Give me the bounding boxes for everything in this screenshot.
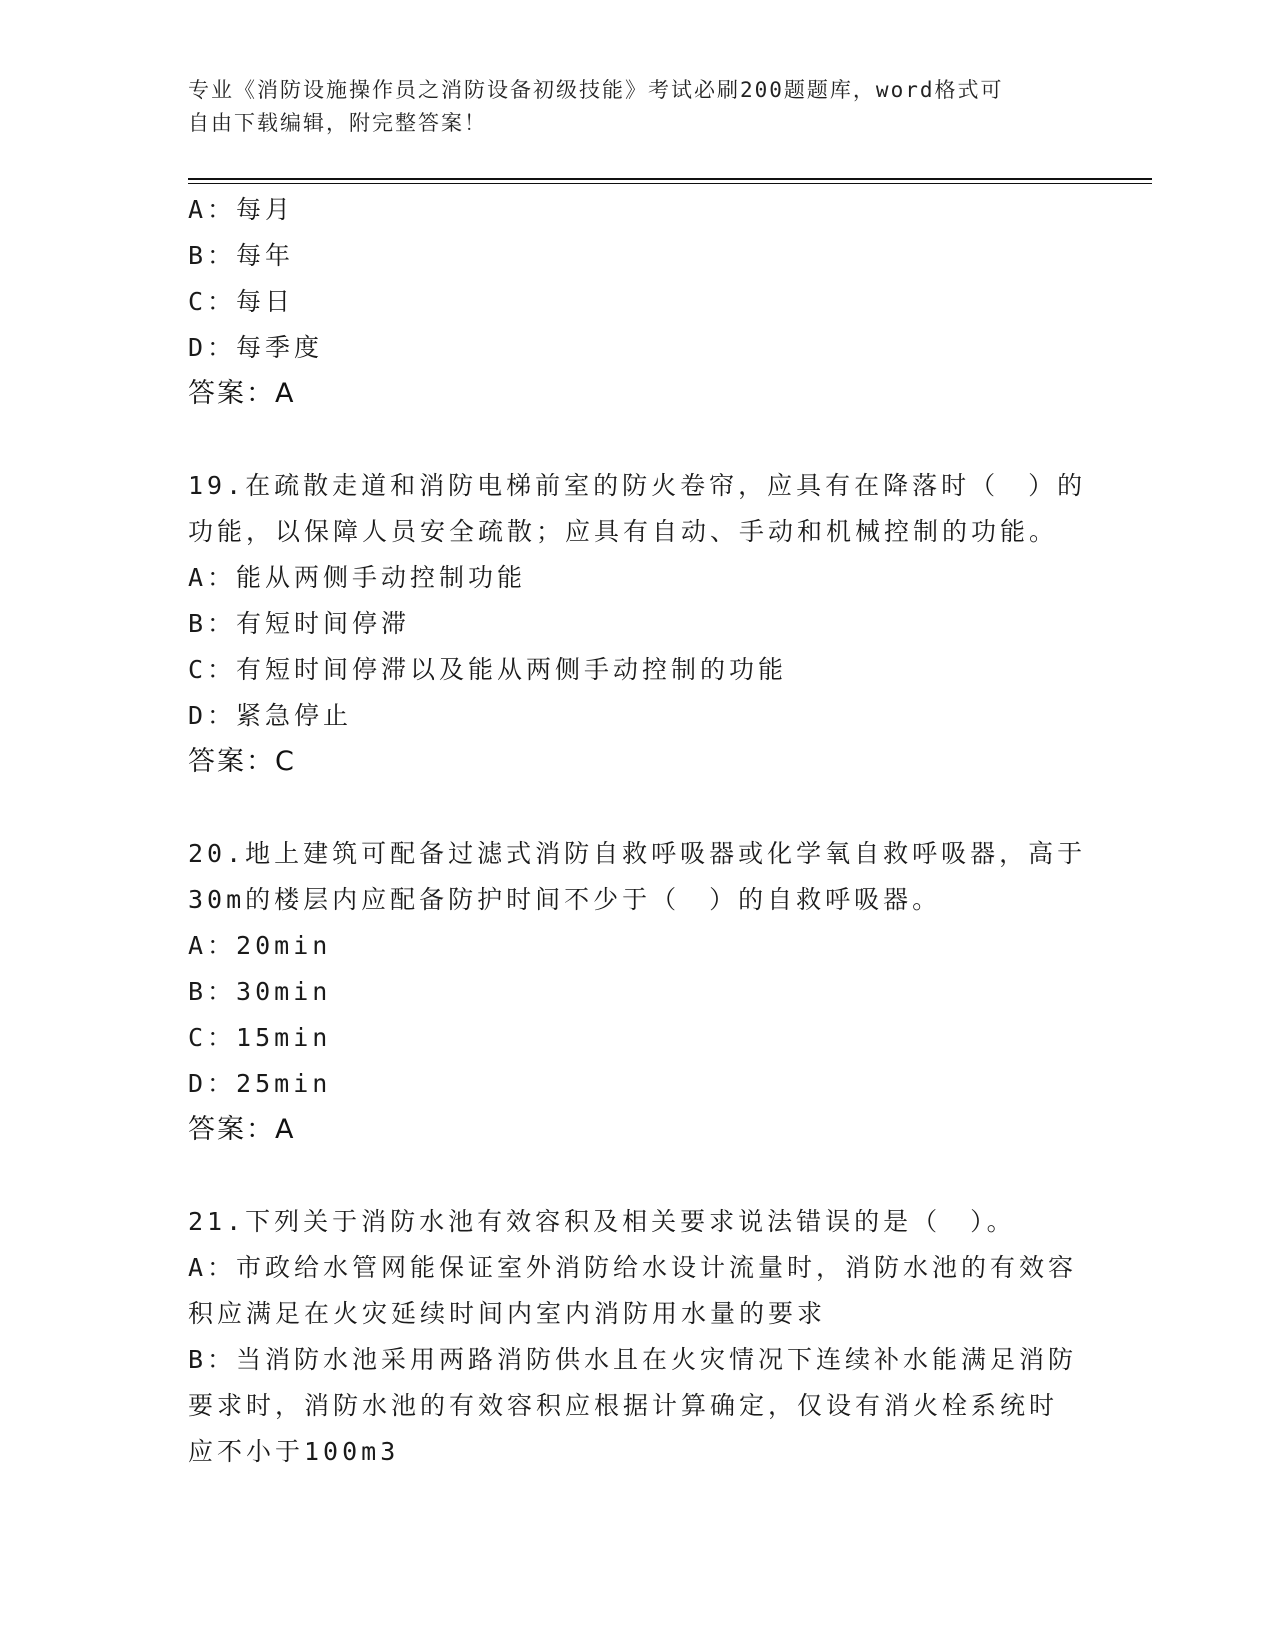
option-b-line: 应不小于100m3	[188, 1437, 400, 1466]
question-19	[188, 463, 1088, 785]
question-stem-line: 30m的楼层内应配备防护时间不少于（ ）的自救呼吸器。	[188, 885, 942, 914]
header-divider-thick	[188, 178, 1152, 180]
option-d: D：紧急停止	[188, 701, 353, 730]
header-divider-thin	[188, 183, 1152, 184]
answer-line: 答案：C	[188, 746, 296, 777]
answer-line: 答案：A	[188, 1114, 296, 1145]
option-b-line: B：当消防水池采用两路消防供水且在火灾情况下连续补水能满足消防	[188, 1345, 1078, 1374]
option-c: C：15min	[188, 1023, 332, 1052]
option-a: A：每月	[188, 195, 295, 224]
spacer	[188, 785, 1088, 831]
question-18-continued	[188, 187, 1088, 417]
option-a: A：20min	[188, 931, 332, 960]
option-b: B：有短时间停滞	[188, 609, 411, 638]
question-21	[188, 1199, 1088, 1475]
answer-line: 答案：A	[188, 378, 296, 409]
document-body	[188, 187, 1088, 1475]
option-d: D：每季度	[188, 333, 324, 362]
option-c: C：每日	[188, 287, 295, 316]
option-b-line: 要求时，消防水池的有效容积应根据计算确定，仅设有消火栓系统时	[188, 1391, 1059, 1420]
option-d: D：25min	[188, 1069, 332, 1098]
option-b: B：30min	[188, 977, 332, 1006]
option-b: B：每年	[188, 241, 295, 270]
document-header	[188, 74, 1068, 140]
question-stem-line: 21.下列关于消防水池有效容积及相关要求说法错误的是（ ）。	[188, 1207, 1016, 1236]
header-title-line-2: 自由下载编辑，附完整答案！	[188, 111, 487, 135]
spacer	[188, 1153, 1088, 1199]
option-a-line: 积应满足在火灾延续时间内室内消防用水量的要求	[188, 1299, 827, 1328]
option-a: A：能从两侧手动控制功能	[188, 563, 527, 592]
question-stem-line: 19.在疏散走道和消防电梯前室的防火卷帘，应具有在降落时（ ）的	[188, 471, 1087, 500]
option-a-line: A：市政给水管网能保证室外消防给水设计流量时，消防水池的有效容	[188, 1253, 1078, 1282]
spacer	[188, 417, 1088, 463]
question-20	[188, 831, 1088, 1153]
question-stem-line: 功能，以保障人员安全疏散；应具有自动、手动和机械控制的功能。	[188, 517, 1059, 546]
question-stem-line: 20.地上建筑可配备过滤式消防自救呼吸器或化学氧自救呼吸器，高于	[188, 839, 1087, 868]
option-c: C：有短时间停滞以及能从两侧手动控制的功能	[188, 655, 788, 684]
header-title-line-1: 专业《消防设施操作员之消防设备初级技能》考试必刷200题题库，word格式可	[188, 78, 1004, 102]
